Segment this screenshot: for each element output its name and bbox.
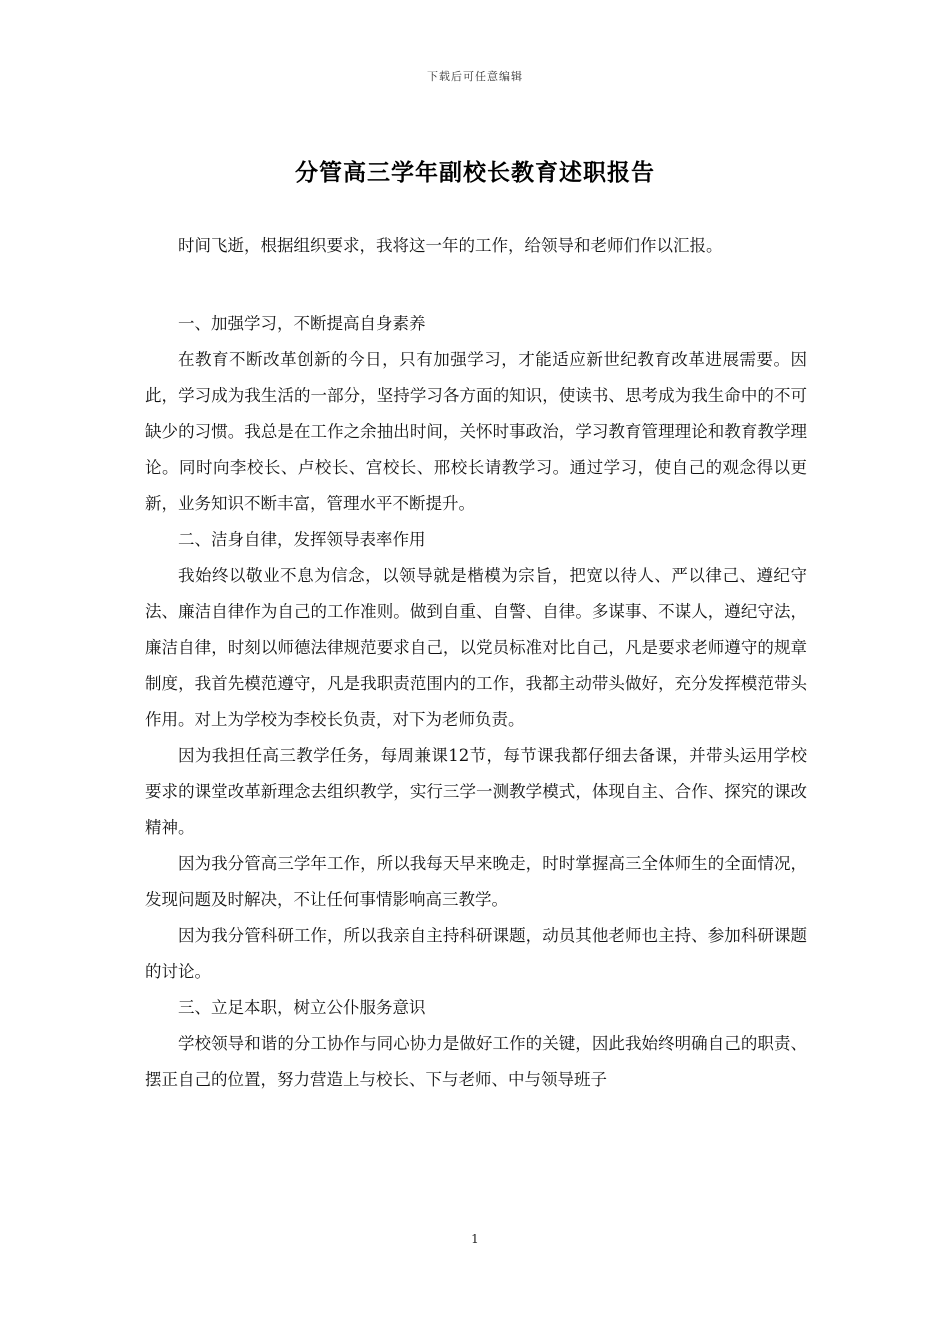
section-heading: 二、洁身自律，发挥领导表率作用 <box>178 530 426 549</box>
header-note: 下载后可任意编辑 <box>427 70 523 83</box>
document-body <box>145 306 807 1098</box>
intro-block <box>145 228 807 264</box>
page-number: 1 <box>471 1232 479 1246</box>
body-paragraph: 我始终以敬业不息为信念，以领导就是楷模为宗旨，把宽以待人、严以律己、遵纪守法、廉洁自律作为自己的工作准则。做到自重、自警、自律。多谋事、不谋人，遵纪守法，廉洁自律，时刻以师德法律规范要求自己，以党员标准对比自己，凡是要求老师遵守的规章制度，我首先模范遵守，凡是我职责范围内的工作，我都主动带头做好，充分发挥模范带头作用。对上为学校为李校长负责，对下为老师负责。 <box>145 566 807 729</box>
body-paragraph: 因为我担任高三教学任务，每周兼课12节，每节课我都仔细去备课，并带头运用学校要求的课堂改革新理念去组织教学，实行三学一测教学模式，体现自主、合作、探究的课改精神。 <box>145 746 807 837</box>
body-paragraph: 学校领导和谐的分工协作与同心协力是做好工作的关键，因此我始终明确自己的职责、摆正自己的位置，努力营造上与校长、下与老师、中与领导班子 <box>145 1034 807 1089</box>
body-paragraph: 因为我分管科研工作，所以我亲自主持科研课题，动员其他老师也主持、参加科研课题的讨论。 <box>145 926 807 981</box>
intro-paragraph: 时间飞逝，根据组织要求，我将这一年的工作，给领导和老师们作以汇报。 <box>178 236 723 255</box>
body-paragraph: 在教育不断改革创新的今日，只有加强学习，才能适应新世纪教育改革进展需要。因此，学习成为我生活的一部分，坚持学习各方面的知识，使读书、思考成为我生命中的不可缺少的习惯。我总是在工作之余抽出时间，关怀时事政治，学习教育管理理论和教育教学理论。同时向李校长、卢校长、宫校长、邢校长请教学习。通过学习，使自己的观念得以更新，业务知识不断丰富，管理水平不断提升。 <box>145 350 807 513</box>
section-heading: 三、立足本职，树立公仆服务意识 <box>178 998 426 1017</box>
body-paragraph: 因为我分管高三学年工作，所以我每天早来晚走，时时掌握高三全体师生的全面情况，发现问题及时解决，不让任何事情影响高三教学。 <box>145 854 807 909</box>
section-heading: 一、加强学习，不断提高自身素养 <box>178 314 426 333</box>
document-title: 分管高三学年副校长教育述职报告 <box>295 159 655 186</box>
